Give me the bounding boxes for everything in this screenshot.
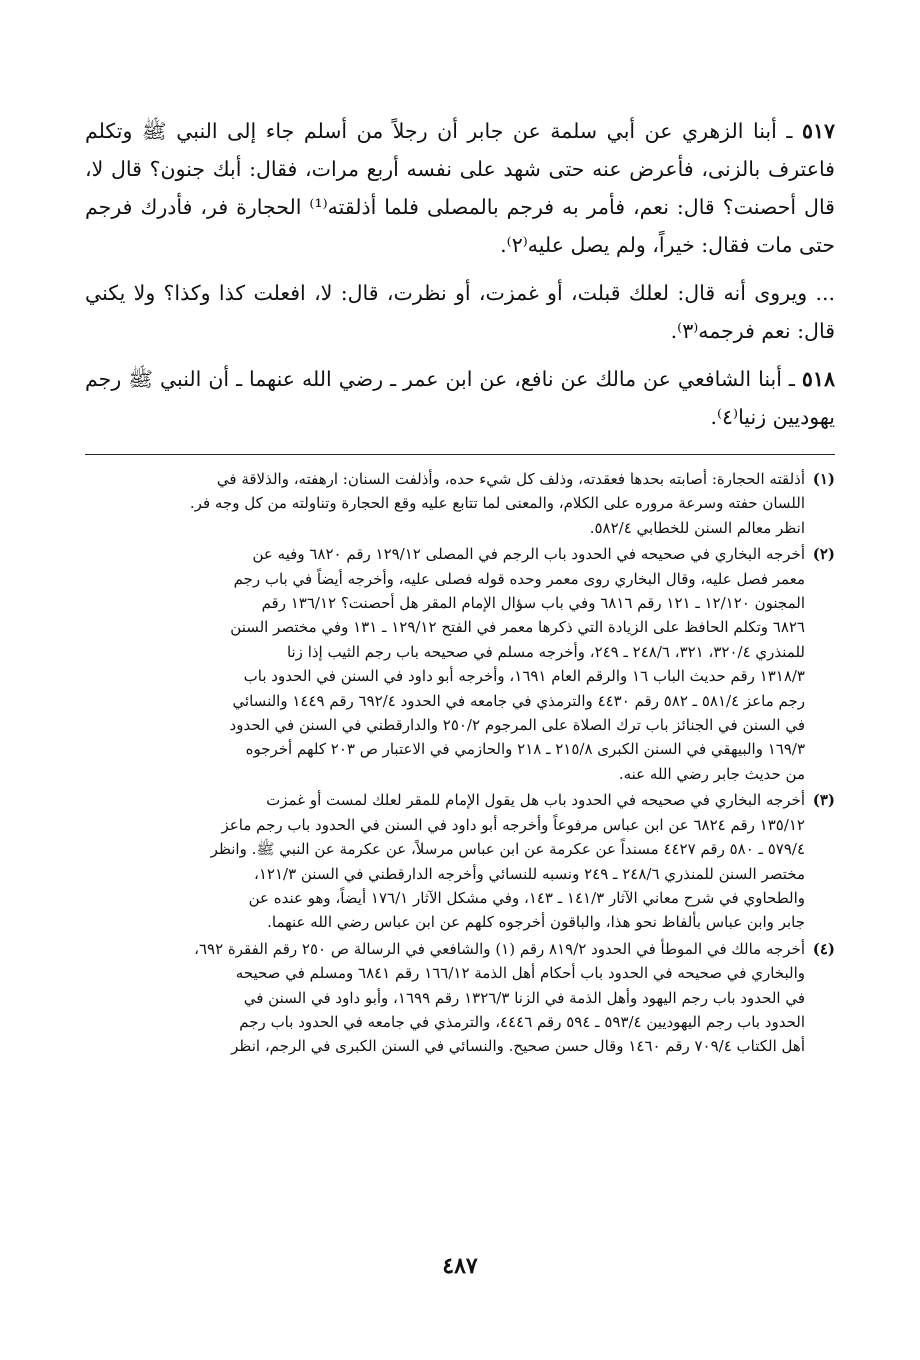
text-line: قال لا، قال أحصنت؟ قال: نعم، فأمر به فرجم بالمصلى فلما أذلقته⁽¹⁾ الحجارة فر، فأدرك <box>85 157 835 219</box>
footnote-line: مختصر السنن للمنذري ٢٤٨/٦ ـ ٢٤٩ ونسبه للنسائي وأخرجه الدارقطني في السنن ١٢١/٣، <box>254 864 805 883</box>
footnote-mark: (٢) <box>812 545 835 564</box>
page-body <box>85 112 835 1061</box>
hadith-number: ٥١٧ <box>801 119 835 143</box>
footnote-text <box>85 788 805 934</box>
footnotes <box>85 467 835 1059</box>
footnote-line: معمر فصل عليه، وقال البخاري روى معمر وحده قوله فصلى عليه، وأخرجه أيضاً في باب رجم <box>233 569 805 588</box>
text-line: ـ أبنا الشافعي عن مالك عن نافع، عن ابن عمر ـ رضي الله عنهما ـ أن النبي ﷺ <box>128 367 795 391</box>
footnote-mark: (٣) <box>812 791 835 810</box>
footnote-mark: (١) <box>812 470 835 488</box>
text-line: فرجم حتى مات فقال: خيراً، ولم يصل عليه⁽٢⁾. <box>85 195 835 257</box>
footnote-line: الحدود باب رجم اليهوديين ٥٩٣/٤ ـ ٥٩٤ رقم ٤٤٤٦، والترمذي في جامعه في الحدود باب رجم <box>239 1012 805 1031</box>
footnote-line: أخرجه البخاري في صحيحه في الحدود باب الرجم في المصلى ١٢٩/١٢ رقم ٦٨٢٠ وفيه عن <box>252 545 805 564</box>
footnote-text <box>85 467 805 540</box>
footnote-text <box>85 937 805 1059</box>
footnote-line: انظر معالم السنن للخطابي ٥٨٢/٤. <box>589 518 805 537</box>
footnote-line: للمنذري ٣٢٠/٤، ٣٢١، ٢٤٨/٦ ـ ٢٤٩، وأخرجه مسلم في صحيحه باب رجم الثيب إذا زنا <box>286 642 805 661</box>
text-line: ... ويروى أنه قال: لعلك قبلت، أو غمزت، أو نظرت، قال: لا، افعلت كذا <box>218 281 835 305</box>
footnote-text <box>85 542 805 786</box>
footnote-line: أخرجه البخاري في صحيحه في الحدود باب هل يقول الإمام للمقر لعلك لمست أو غمزت <box>266 791 805 810</box>
footnote-line: أهل الكتاب ٧٠٩/٤ رقم ١٤٦٠ وقال حسن صحيح. والنسائي في السنن الكبرى في الرجم، انظر <box>231 1037 805 1056</box>
footnote-3 <box>85 788 835 934</box>
footnote-line: المجنون ١٢/١٢٠ ـ ١٢١ رقم ٦٨١٦ وفي باب سؤال الإمام المقر هل أحصنت؟ ١٣٦/١٢ رقم <box>261 594 805 613</box>
text-line: وكذا؟ ولا يكني قال: نعم فرجمه⁽٣⁾. <box>85 281 835 343</box>
footnote-line: جابر وابن عباس بألفاظ نحو هذا، والباقون أخرجوه كلهم عن ابن عباس رضي الله عنهما. <box>267 913 805 932</box>
footnote-line: ١٦٩/٣ والبيهقي في السنن الكبرى ٢١٥/٨ ـ ٢١٨ والحازمي في الاعتبار ص ٢٠٣ كلهم أخرجوه <box>245 740 805 759</box>
text-line: وتكلم فاعترف بالزنى، فأعرض عنه حتى شهد على نفسه أربع مرات، فقال: أبك جنون؟ <box>85 119 835 181</box>
paragraph-518 <box>85 360 835 436</box>
footnote-divider <box>85 454 835 455</box>
footnote-line: والطحاوي في شرح معاني الآثار ١٤١/٣ ـ ١٤٣، وفي مشكل الآثار ١٧٦/١ أيضاً، وهو عنده عن <box>248 888 805 907</box>
footnote-line: أذلقته الحجارة: أصابته بحدها فعقدته، وذلف كل شيء حده، وأذلفت السنان: ارهفته، والذلاقة في <box>216 470 805 488</box>
page-number: ٤٨٧ <box>442 1253 478 1279</box>
footnote-mark: (٤) <box>812 939 835 958</box>
footnote-line: ٦٨٢٦ وتكلم الحافظ على الزيادة التي ذكرها معمر في الفتح ١٢٩/١٢ ـ ١٣١ وفي مختصر السنن <box>230 618 805 637</box>
footnote-line: في الحدود باب رجم اليهود وأهل الذمة في الزنا ١٣٢٦/٣ رقم ١٦٩٩، وأبو داود في السنن في <box>243 988 805 1007</box>
footnote-line: ١٣٥/١٢ رقم ٦٨٢٤ عن ابن عباس مرفوعاً وأخرجه أبو داود في السنن في الحدود باب رجم ماعز <box>221 815 805 834</box>
footnote-line: ٥٧٩/٤ ـ ٥٨٠ رقم ٤٤٢٧ مسنداً عن عكرمة عن ابن عباس مرسلاً، عن عكرمة عن النبي ﷺ. وانظر <box>210 840 805 859</box>
hadith-number: ٥١٨ <box>801 367 835 391</box>
footnote-1 <box>85 467 835 540</box>
footnote-line: من حديث جابر رضي الله عنه. <box>618 764 805 783</box>
main-text <box>85 112 835 436</box>
footnote-2 <box>85 542 835 786</box>
footnote-line: والبخاري في صحيحه في الحدود باب أحكام أهل الذمة ١٦٦/١٢ رقم ٦٨٤١ ومسلم في صحيحه <box>235 964 805 983</box>
paragraph-variant <box>85 274 835 350</box>
footnote-line: أخرجه مالك في الموطأ في الحدود ٨١٩/٢ رقم (١) والشافعي في الرسالة ص ٢٥٠ رقم الفقرة ٦٩٢، <box>194 939 805 958</box>
text-line: ـ أبنا الزهري عن أبي سلمة عن جابر أن رجلاً من أسلم جاء إلى النبي ﷺ <box>141 119 793 143</box>
footnote-line: اللسان حفته وسرعة مروره على الكلام، والمعنى لما تتابع عليه وقع الحجارة وتناولته من كل وجه فر. <box>189 494 805 513</box>
footnote-line: في السنن في الجنائز باب ترك الصلاة على المرجوم ٢٥٠/٢ والدارقطني في السنن في الحدود <box>229 716 805 735</box>
text-line: رجم يهوديين زنيا⁽٤⁾. <box>85 367 835 429</box>
footnote-line: رجم ماعز ٥٨١/٤ ـ ٥٨٢ رقم ٤٤٣٠ والترمذي في جامعه في الحدود ٦٩٢/٤ رقم ١٤٤٩ والنسائي <box>232 691 805 710</box>
paragraph-517 <box>85 112 835 264</box>
footnote-4 <box>85 937 835 1059</box>
footnote-line: ١٣١٨/٣ رقم حديث الباب ١٦ والرقم العام ١٦٩١، وأخرجه أبو داود في السنن في الحدود باب <box>243 667 805 686</box>
